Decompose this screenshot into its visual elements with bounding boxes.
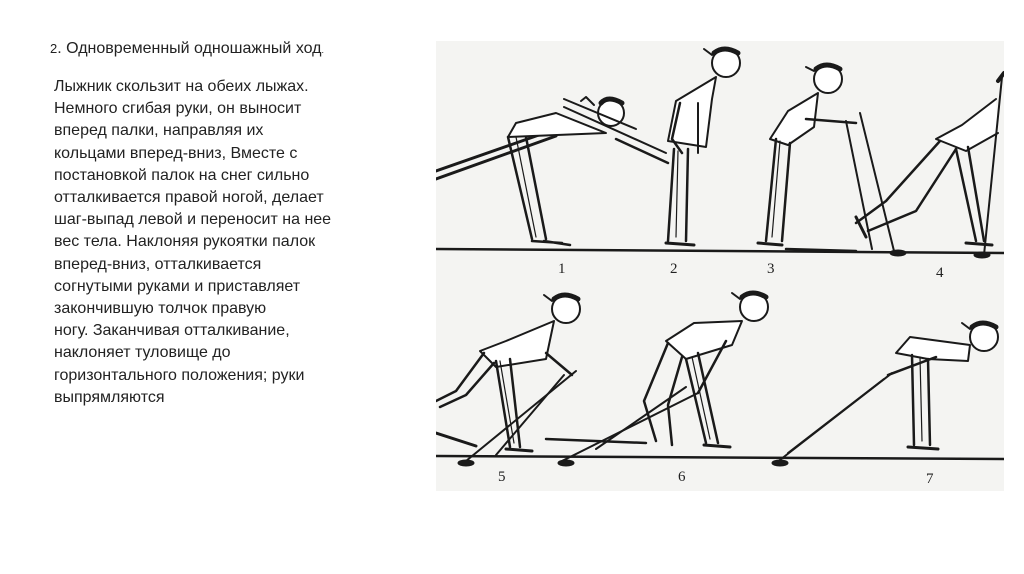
pole-ring-icon: [890, 250, 906, 256]
paragraph-line: ногу. Заканчивая отталкивание,: [54, 322, 290, 340]
paragraph-line: согнутыми руками и приставляет: [54, 277, 301, 295]
skier-phase-6: [546, 293, 768, 461]
title-number: 2: [50, 41, 58, 56]
ground-line-top: [436, 249, 1004, 253]
paragraph-line: постановкой палок на снег сильно: [54, 166, 310, 184]
skier-phase-2: [666, 49, 740, 245]
paragraph-line: вперед палки, направляя их: [54, 122, 264, 140]
phase-label-7: 7: [926, 471, 934, 487]
skier-phase-7: [772, 323, 998, 466]
ground-line-bottom: [436, 456, 1004, 459]
paragraph-line: вес тела. Наклоняя рукоятки палок: [54, 233, 316, 251]
title-text: . Одновременный одношажный ход: [57, 40, 322, 57]
title-end: .: [321, 45, 325, 55]
slide-title: [50, 40, 324, 58]
skier-phases-drawing: [436, 41, 1004, 491]
skier-phase-1: [436, 97, 668, 245]
paragraph-line: наклоняет туловище до: [54, 344, 231, 362]
paragraph-line: выпрямляются: [54, 388, 165, 406]
phase-label-6: 6: [678, 469, 686, 485]
paragraph-line: Лыжник скользит на обеих лыжах.: [54, 78, 309, 95]
paragraph-line: горизонтального положения; руки: [54, 366, 305, 384]
description-paragraph: [54, 76, 406, 409]
paragraph-line: шаг-выпад левой и переносит на нее: [54, 211, 332, 229]
pole-ring-icon: [974, 252, 990, 258]
paragraph-line: отталкивается правой ногой, делает: [54, 189, 324, 207]
paragraph-line: вперед-вниз, отталкивается: [54, 255, 262, 273]
phase-label-4: 4: [936, 265, 944, 281]
skier-phase-3: [758, 65, 894, 251]
skier-phase-4: [856, 73, 1004, 255]
phase-label-5: 5: [498, 469, 506, 485]
phase-label-1: 1: [558, 261, 566, 277]
technique-illustration: [436, 41, 1004, 491]
phase-label-2: 2: [670, 261, 678, 277]
paragraph-line: кольцами вперед-вниз, Вместе с: [54, 144, 298, 162]
phase-label-3: 3: [767, 261, 775, 277]
paragraph-line: закончившую толчок правую: [54, 300, 267, 318]
paragraph-line: Немного сгибая руки, он выносит: [54, 100, 302, 118]
